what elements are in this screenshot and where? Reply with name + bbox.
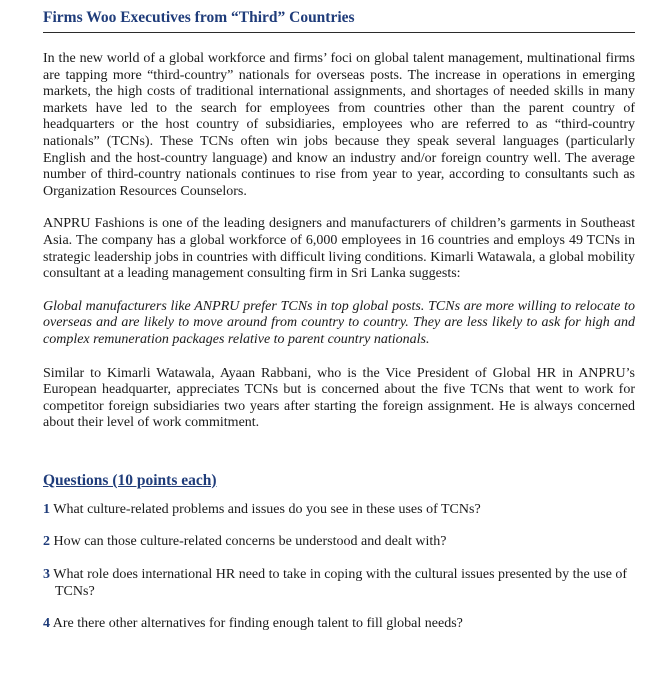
document-title: Firms Woo Executives from “Third” Countries — [43, 8, 635, 33]
question-item-4 — [43, 616, 635, 633]
question-item-3 — [43, 567, 635, 600]
question-number: 2 — [43, 534, 50, 550]
question-item-1 — [43, 502, 635, 519]
body-paragraph-1: In the new world of a global workforce and firms’ foci on global talent management, multinational firms are tapping more “third-country” nationals for overseas posts. The increase in operations in emerging markets, the high costs of traditional international assignments, and shortages of needed skills in many markets have led to the search for employees from countries other than the parent country of headquarters or the host country of subsidiaries, employees who are referred to as “third-country nationals” (TCNs). These TCNs often win jobs because they speak several languages (particularly English and the host-country language) and know an industry and/or foreign country well. The average number of third-country nationals continues to rise from year to year, according to consultants such as Organization Resources Counselors. — [43, 51, 635, 199]
question-number: 4 — [43, 616, 50, 632]
question-text: What role does international HR need to take in coping with the cultural issues presented by the use of TCNs? — [53, 567, 628, 599]
body-paragraph-3: Similar to Kimarli Watawala, Ayaan Rabbani, who is the Vice President of Global HR in ANPRU’s European headquarter, appreciates TCNs but is concerned about the five TCNs that went to work for competitor foreign subsidiaries two years after starting the foreign assignment. He is always concerned about their level of work commitment. — [43, 365, 635, 431]
consultant-quote: Global manufacturers like ANPRU prefer TCNs in top global posts. TCNs are more willing to relocate to overseas and are likely to move around from country to country. They are less likely to ask for high and complex remuneration packages relative to parent country nationals. — [43, 298, 635, 347]
question-item-2 — [43, 534, 635, 551]
questions-heading: Questions (10 points each) — [43, 471, 217, 489]
question-number: 3 — [43, 567, 50, 583]
question-text: How can those culture-related concerns be understood and dealt with? — [53, 534, 447, 550]
question-text: What culture-related problems and issues do you see in these uses of TCNs? — [53, 501, 481, 517]
question-number: 1 — [43, 501, 50, 517]
question-text: Are there other alternatives for finding enough talent to fill global needs? — [52, 616, 463, 632]
body-paragraph-2: ANPRU Fashions is one of the leading designers and manufacturers of children’s garments in Southeast Asia. The company has a global workforce of 6,000 employees in 16 countries and employs 49 TCNs in strategic leadership jobs in countries with difficult living conditions. Kimarli Watawala, a global mobility consultant at a leading management consulting firm in Sri Lanka suggests: — [43, 216, 635, 282]
document-page — [43, 8, 635, 633]
